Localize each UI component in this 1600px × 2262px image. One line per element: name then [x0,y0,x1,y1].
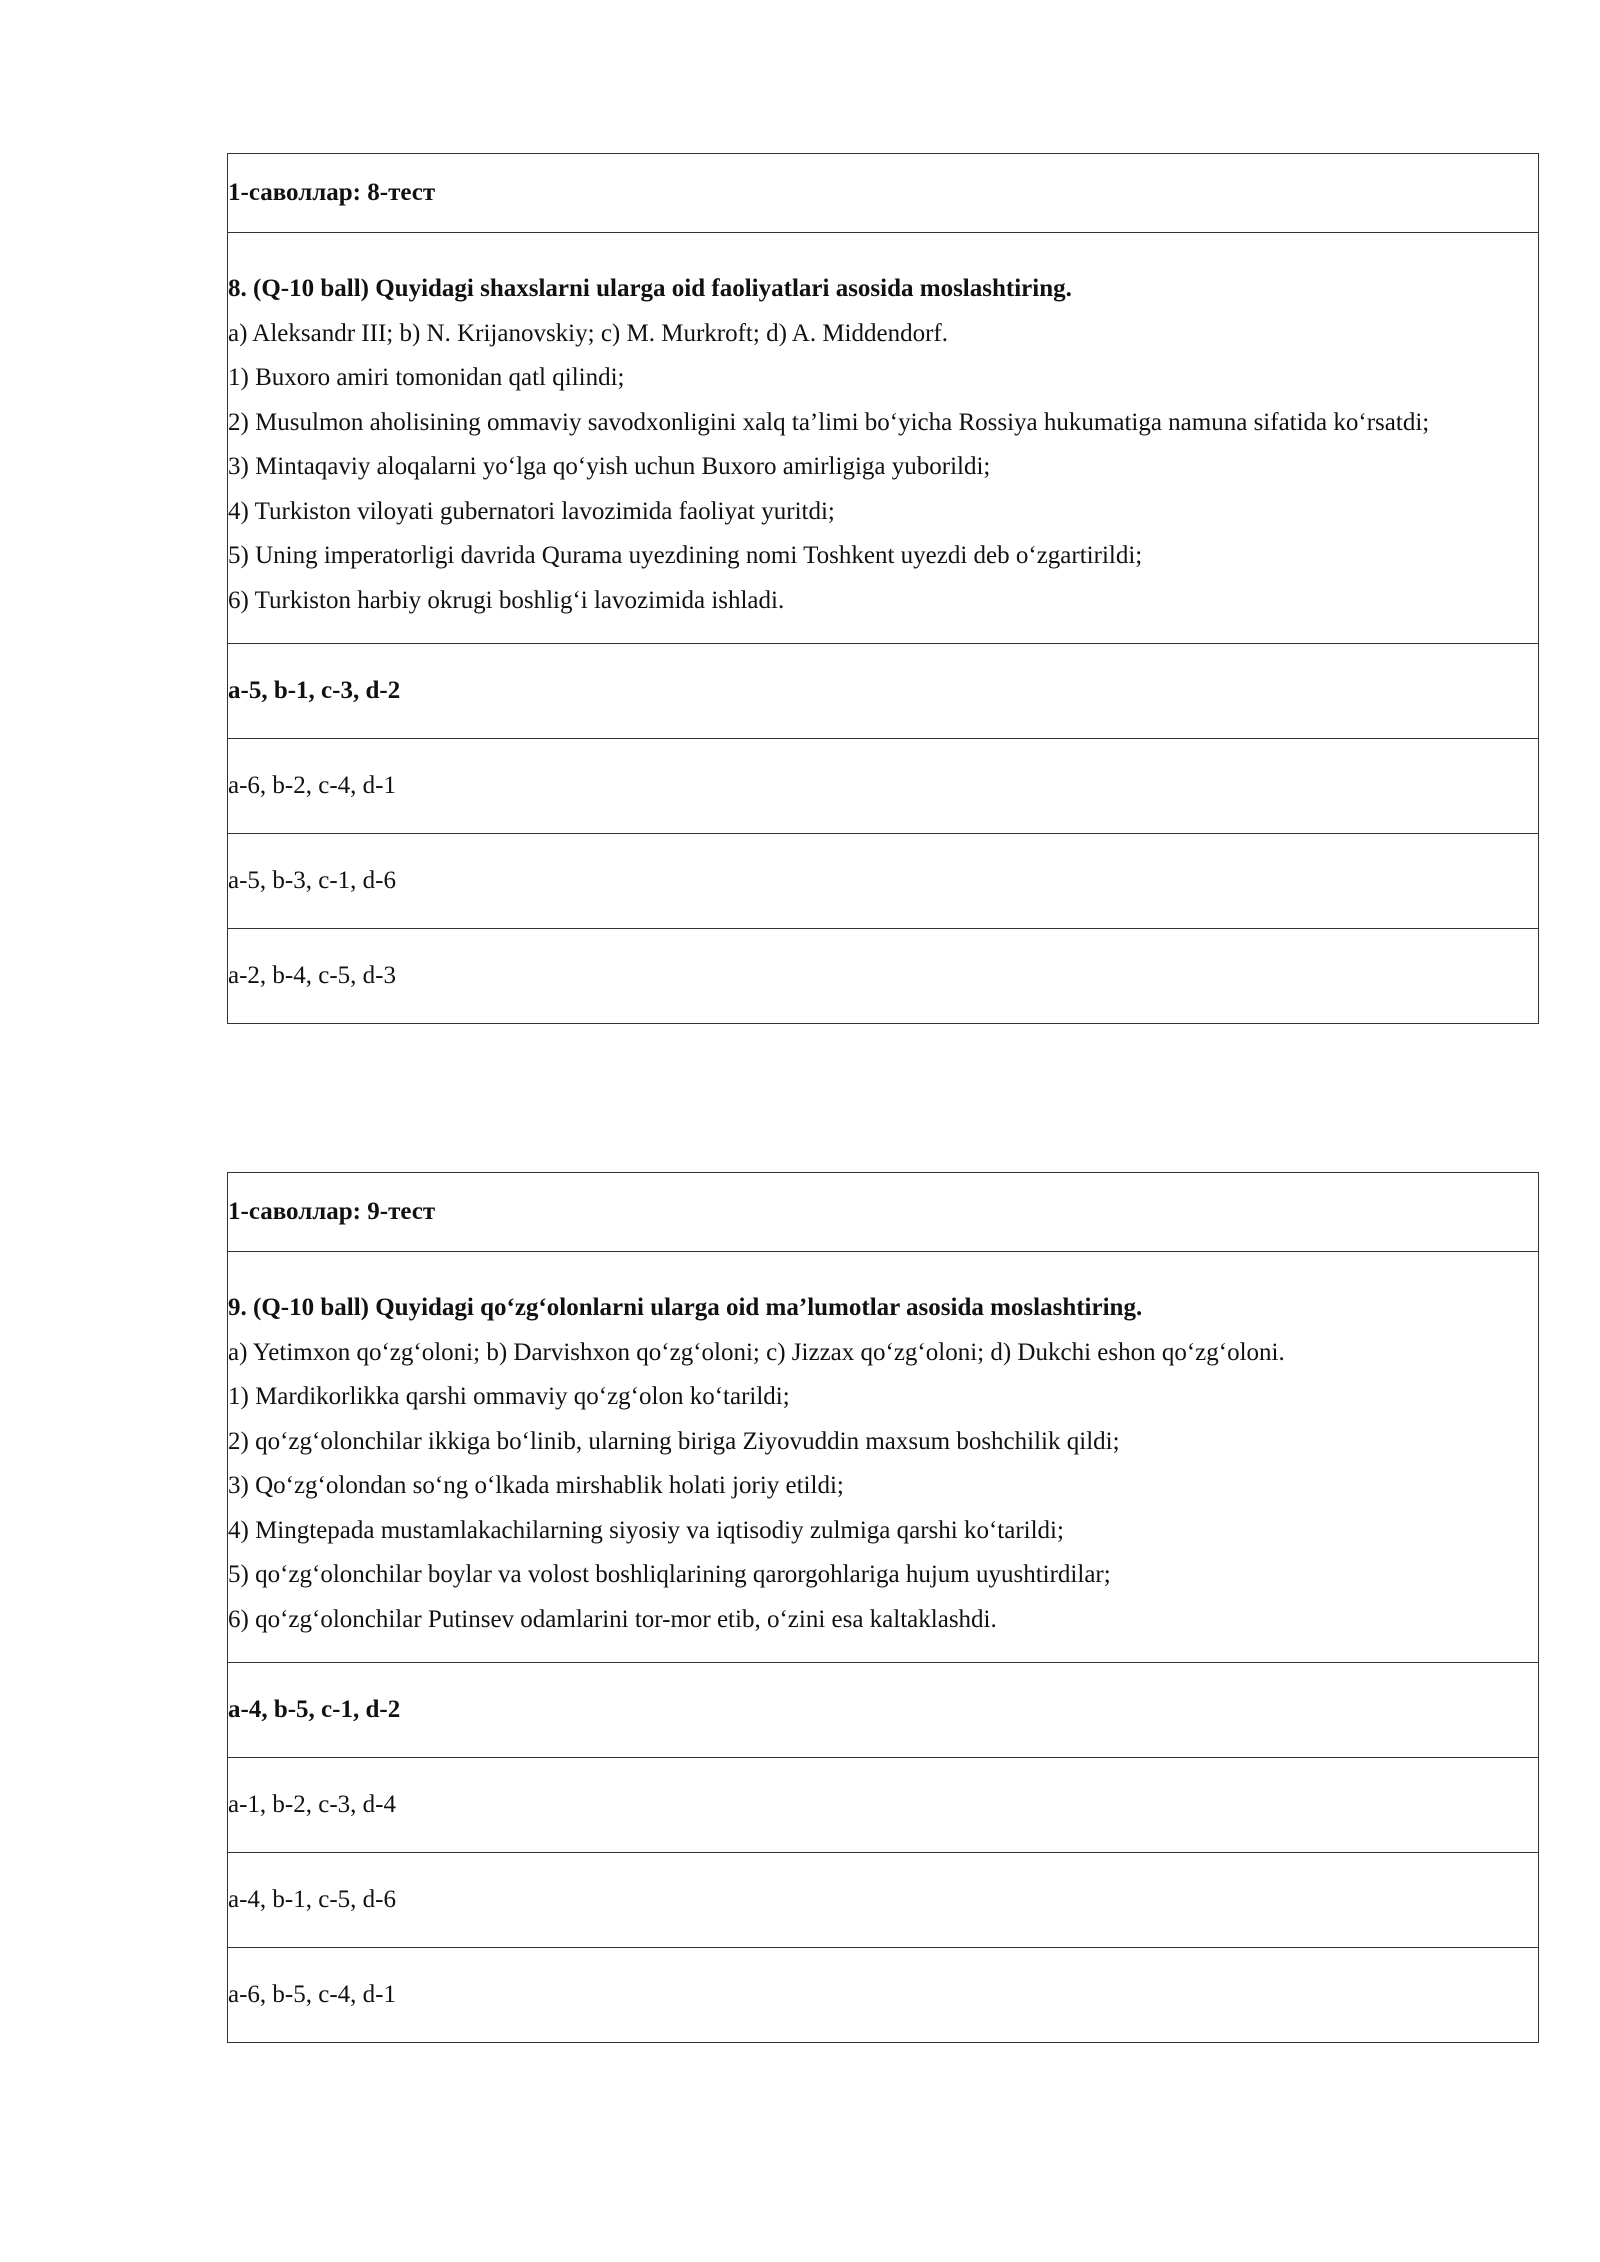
question-stem: 9. (Q-10 ball) Quyidagi qo‘zg‘olonlarni ularga oid ma’lumotlar asosida moslashtiring. [228,1294,1143,1321]
question-stem: 8. (Q-10 ball) Quyidagi shaxslarni ularga oid faoliyatlari asosida moslashtiring. [228,275,1072,302]
question-line: 1) Buxoro amiri tomonidan qatl qilindi; [228,364,625,391]
answer-option-correct[interactable]: a-5, b-1, c-3, d-2 [228,677,401,704]
question-line: 3) Mintaqaviy aloqalarni yo‘lga qo‘yish uchun Buxoro amirligiga yuborildi; [228,453,991,480]
answer-option[interactable]: a-5, b-3, c-1, d-6 [228,867,396,894]
question-body [228,1252,1538,1662]
question-header: 1-саволлар: 8-тест [228,179,436,206]
question-line: 3) Qo‘zg‘olondan so‘ng o‘lkada mirshablik holati joriy etildi; [228,1472,844,1499]
question-line: a) Yetimxon qo‘zg‘oloni; b) Darvishxon qo‘zg‘oloni; c) Jizzax qo‘zg‘oloni; d) Dukchi eshon qo‘zg‘oloni. [228,1338,1285,1366]
question-table-8 [227,153,1539,1024]
question-header: 1-саволлар: 9-тест [228,1198,436,1225]
question-line: 2) Musulmon aholisining ommaviy savodxonligini xalq ta’limi bo‘yicha Rossiya hukumatiga namuna sifatida ko‘rsatdi; [228,408,1430,436]
question-line: 5) Uning imperatorligi davrida Qurama uyezdining nomi Toshkent uyezdi deb o‘zgartirildi; [228,542,1143,569]
question-line: 4) Mingtepada mustamlakachilarning siyosiy va iqtisodiy zulmiga qarshi ko‘tarildi; [228,1516,1064,1544]
answer-option[interactable]: a-1, b-2, c-3, d-4 [228,1791,396,1818]
question-line: 4) Turkiston viloyati gubernatori lavozimida faoliyat yuritdi; [228,497,835,525]
question-line: 5) qo‘zg‘olonchilar boylar va volost boshliqlarining qarorgohlariga hujum uyushtirdilar; [228,1561,1111,1588]
answer-option[interactable]: a-6, b-5, c-4, d-1 [228,1981,396,2008]
question-table-9 [227,1172,1539,2043]
question-line: 1) Mardikorlikka qarshi ommaviy qo‘zg‘olon ko‘tarildi; [228,1383,790,1410]
answer-option-correct[interactable]: a-4, b-5, c-1, d-2 [228,1696,401,1723]
question-line: 2) qo‘zg‘olonchilar ikkiga bo‘linib, ularning biriga Ziyovuddin maxsum boshchilik qildi; [228,1427,1120,1455]
answer-option[interactable]: a-4, b-1, c-5, d-6 [228,1886,396,1913]
question-line: a) Aleksandr III; b) N. Krijanovskiy; c) M. Murkroft; d) A. Middendorf. [228,319,948,347]
question-body [228,233,1538,643]
question-line: 6) qo‘zg‘olonchilar Putinsev odamlarini tor-mor etib, o‘zini esa kaltaklashdi. [228,1605,997,1633]
answer-option[interactable]: a-2, b-4, c-5, d-3 [228,962,396,989]
answer-option[interactable]: a-6, b-2, c-4, d-1 [228,772,396,799]
question-line: 6) Turkiston harbiy okrugi boshlig‘i lavozimida ishladi. [228,586,785,614]
